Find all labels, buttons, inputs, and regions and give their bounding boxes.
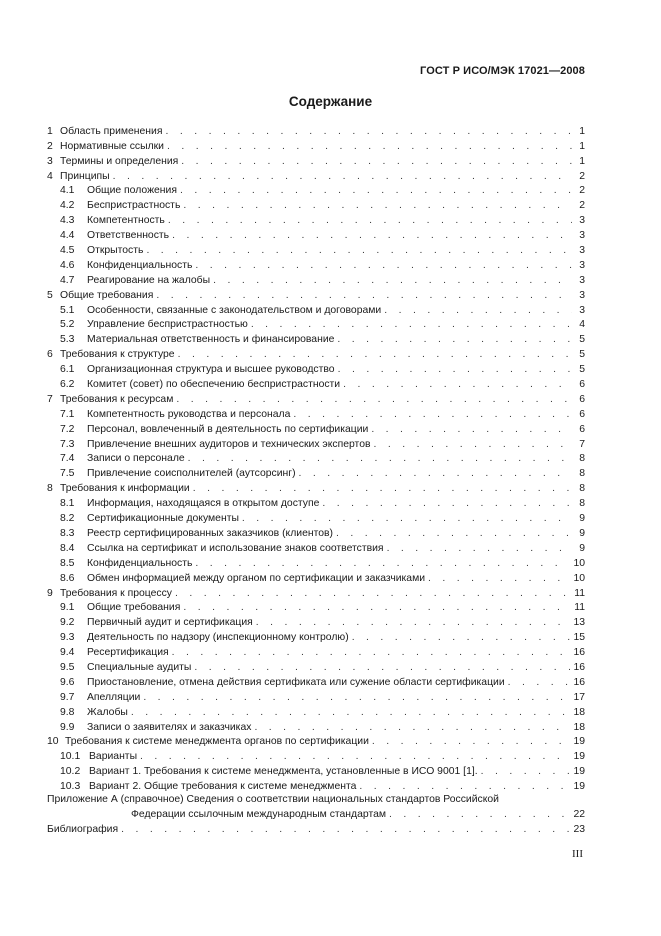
toc-entry-number: 7.5	[60, 468, 75, 480]
toc-entries	[47, 123, 585, 793]
toc-entry-number: 9.7	[60, 691, 75, 703]
leader-dots	[254, 721, 570, 734]
toc-entry-title: Конфиденциальность	[87, 557, 193, 569]
toc-entry-number: 10.1	[60, 751, 81, 763]
toc-entry-page: 3	[579, 304, 585, 316]
leader-dots	[194, 661, 570, 674]
appendix-title-line2: Федерации ссылочным международным стандартам	[131, 809, 387, 821]
toc-entry-page: 5	[579, 334, 585, 346]
toc-entry-number: 9.1	[60, 602, 75, 614]
toc-entry-number: 7.4	[60, 453, 75, 465]
toc-entry-number: 4.1	[60, 185, 75, 197]
toc-entry-number: 9.4	[60, 647, 75, 659]
toc-entry-title: Апелляции	[87, 691, 141, 703]
toc-entry-page: 18	[573, 706, 585, 718]
toc-entry-number: 9.3	[60, 632, 75, 644]
toc-entry-page: 16	[573, 676, 585, 688]
toc-entry-number: 9.2	[60, 617, 75, 629]
toc-entry-page: 13	[573, 617, 585, 629]
leader-dots	[113, 170, 572, 183]
toc-entry-title: Ссылка на сертификат и использование знаков соответствия	[87, 542, 384, 554]
leader-dots	[181, 155, 572, 168]
toc-entry[interactable]	[47, 555, 585, 570]
toc-entry-page: 1	[579, 140, 585, 152]
leader-dots	[172, 646, 571, 659]
toc-entry-title: Приостановление, отмена действия сертификата или сужение области сертификации	[87, 676, 505, 688]
toc-entry[interactable]	[47, 480, 585, 495]
leader-dots	[176, 393, 572, 406]
toc-entry-number: 7.2	[60, 423, 75, 435]
toc-entry[interactable]	[47, 585, 585, 600]
toc-entry-page: 3	[579, 245, 585, 257]
toc-entry-number: 3	[47, 155, 53, 167]
toc-entry[interactable]	[47, 331, 585, 346]
leader-dots	[180, 184, 572, 197]
toc-entry-title: Специальные аудиты	[87, 661, 192, 673]
toc-entry[interactable]	[47, 168, 585, 183]
leader-dots	[172, 229, 572, 242]
toc-entry[interactable]	[47, 629, 585, 644]
toc-entry-title: Вариант 2. Общие требования к системе менеджмента	[89, 781, 357, 793]
leader-dots	[322, 497, 572, 510]
leader-dots	[156, 289, 572, 302]
toc-entry[interactable]	[47, 317, 585, 332]
toc-entry[interactable]	[47, 600, 585, 615]
toc-entry-page: 8	[579, 498, 585, 510]
leader-dots	[193, 482, 572, 495]
toc-entry-title: Ответственность	[87, 230, 170, 242]
toc-entry-page: 3	[579, 289, 585, 301]
toc-entry-number: 5.1	[60, 304, 75, 316]
toc-appendix-entry[interactable]	[47, 793, 585, 821]
toc-entry-page: 3	[579, 274, 585, 286]
leader-dots	[140, 750, 570, 763]
toc-entry-title: Компетентность руководства и персонала	[87, 408, 291, 420]
toc-entry-page: 16	[573, 647, 585, 659]
toc-entry-page: 6	[579, 408, 585, 420]
toc-entry-number: 4.7	[60, 274, 75, 286]
toc-entry[interactable]	[47, 257, 585, 272]
page-number: III	[572, 848, 583, 860]
toc-entry-number: 8.6	[60, 572, 75, 584]
toc-entry-title: Требования к процессу	[60, 587, 172, 599]
toc-entry-page: 3	[579, 215, 585, 227]
leader-dots	[337, 333, 572, 346]
leader-dots	[299, 467, 572, 480]
toc-entry-title: Организационная структура и высшее руководство	[87, 364, 335, 376]
leader-dots	[178, 348, 572, 361]
appendix-title-line1: Приложение А (справочное) Сведения о соответствии национальных стандартов Российской	[47, 794, 499, 806]
toc-entry-title: Ресертификация	[87, 647, 169, 659]
toc-entry-page: 18	[573, 721, 585, 733]
toc-entry[interactable]	[47, 525, 585, 540]
toc-entry-page: 8	[579, 483, 585, 495]
toc-entry-page: 19	[573, 781, 585, 793]
toc-entry-page: 17	[573, 691, 585, 703]
toc-entry-page: 19	[573, 766, 585, 778]
leader-dots	[165, 125, 572, 138]
leader-dots	[481, 765, 571, 778]
toc-entry[interactable]	[47, 763, 585, 778]
toc-entry-number: 9.6	[60, 676, 75, 688]
toc-entry-title: Требования к системе менеджмента органов по сертификации	[65, 736, 369, 748]
toc-entry[interactable]	[47, 719, 585, 734]
toc-entry-title: Жалобы	[87, 706, 128, 718]
leader-dots	[343, 378, 572, 391]
toc-entry[interactable]	[47, 659, 585, 674]
toc-entry-number: 8	[47, 483, 53, 495]
leader-dots	[168, 214, 572, 227]
leader-dots	[372, 735, 571, 748]
toc-entry-page: 8	[579, 453, 585, 465]
toc-entry-number: 4.2	[60, 200, 75, 212]
leader-dots	[387, 542, 572, 555]
toc-entry-title: Деятельность по надзору (инспекционному контролю)	[87, 632, 349, 644]
toc-entry-number: 10.2	[60, 766, 81, 778]
toc-entry[interactable]	[47, 644, 585, 659]
toc-entry[interactable]	[47, 436, 585, 451]
leader-dots	[242, 512, 572, 525]
toc-entry-title: Материальная ответственность и финансирование	[87, 334, 335, 346]
toc-entry[interactable]	[47, 406, 585, 421]
toc-bibliography-entry[interactable]	[47, 821, 585, 836]
toc-entry-page: 5	[579, 349, 585, 361]
toc-entry[interactable]	[47, 242, 585, 257]
toc-entry-title: Открытость	[87, 245, 144, 257]
appendix-page: 22	[573, 809, 585, 821]
table-of-contents	[47, 123, 585, 836]
toc-entry-number: 8.1	[60, 498, 75, 510]
toc-entry-page: 6	[579, 379, 585, 391]
toc-entry-number: 9	[47, 587, 53, 599]
toc-entry-number: 9.8	[60, 706, 75, 718]
page-title: Содержание	[288, 94, 373, 109]
toc-entry-number: 6.1	[60, 364, 75, 376]
toc-entry-page: 16	[573, 661, 585, 673]
toc-entry-title: Привлечение соисполнителей (аутсорсинг)	[87, 468, 296, 480]
toc-entry-title: Комитет (совет) по обеспечению беспристрастности	[87, 379, 341, 391]
toc-entry-number: 2	[47, 140, 53, 152]
appendix-title-line2-row	[47, 807, 585, 821]
toc-entry[interactable]	[47, 183, 585, 198]
toc-entry-title: Требования к ресурсам	[60, 393, 174, 405]
toc-entry-title: Общие требования	[87, 602, 181, 614]
toc-entry[interactable]	[47, 689, 585, 704]
leader-dots	[428, 572, 570, 585]
toc-entry-number: 7.3	[60, 438, 75, 450]
toc-entry-number: 4.5	[60, 245, 75, 257]
toc-entry-title: Беспристрастность	[87, 200, 181, 212]
leader-dots	[188, 452, 572, 465]
toc-entry-title: Область применения	[60, 125, 163, 137]
toc-entry[interactable]	[47, 346, 585, 361]
toc-entry-page: 4	[579, 319, 585, 331]
leader-dots	[195, 557, 570, 570]
toc-entry[interactable]	[47, 153, 585, 168]
toc-entry[interactable]	[47, 138, 585, 153]
leader-dots	[352, 631, 571, 644]
toc-entry[interactable]	[47, 123, 585, 138]
toc-entry-title: Записи о персонале	[87, 453, 185, 465]
toc-entry-number: 5.2	[60, 319, 75, 331]
leader-dots	[121, 823, 570, 836]
toc-entry-title: Информация, находящаяся в открытом доступе	[87, 498, 320, 510]
toc-entry-number: 9.5	[60, 661, 75, 673]
toc-entry-page: 15	[573, 632, 585, 644]
leader-dots	[371, 423, 572, 436]
toc-entry-page: 8	[579, 468, 585, 480]
toc-entry[interactable]	[47, 227, 585, 242]
toc-entry-page: 9	[579, 542, 585, 554]
toc-entry-title: Обмен информацией между органом по сертификации и заказчиками	[87, 572, 426, 584]
toc-entry-number: 7.1	[60, 408, 75, 420]
toc-entry-page: 1	[579, 155, 585, 167]
document-header: ГОСТ Р ИСО/МЭК 17021—2008	[420, 65, 585, 77]
toc-entry-number: 7	[47, 393, 53, 405]
toc-entry-page: 6	[579, 423, 585, 435]
toc-entry-number: 4.3	[60, 215, 75, 227]
toc-entry[interactable]	[47, 376, 585, 391]
toc-entry[interactable]	[47, 495, 585, 510]
toc-entry-title: Сертификационные документы	[87, 513, 239, 525]
toc-entry-page: 3	[579, 230, 585, 242]
toc-entry-number: 1	[47, 125, 53, 137]
toc-entry-number: 8.5	[60, 557, 75, 569]
bibliography-title: Библиография	[47, 823, 119, 835]
toc-entry-page: 11	[574, 602, 585, 614]
toc-entry-title: Вариант 1. Требования к системе менеджмента, установленные в ИСО 9001 [1].	[89, 766, 478, 778]
toc-entry-number: 8.2	[60, 513, 75, 525]
leader-dots	[213, 274, 572, 287]
toc-entry-number: 8.4	[60, 542, 75, 554]
leader-dots	[167, 140, 572, 153]
leader-dots	[195, 259, 572, 272]
toc-entry-title: Привлечение внешних аудиторов и технических экспертов	[87, 438, 371, 450]
toc-entry[interactable]	[47, 510, 585, 525]
leader-dots	[338, 363, 572, 376]
toc-entry-number: 6	[47, 349, 53, 361]
toc-entry-number: 6.2	[60, 379, 75, 391]
toc-entry-title: Реестр сертифицированных заказчиков (клиентов)	[87, 527, 333, 539]
leader-dots	[389, 808, 570, 821]
toc-entry[interactable]	[47, 212, 585, 227]
leader-dots	[251, 318, 572, 331]
toc-entry-title: Персонал, вовлеченный в деятельность по сертификации	[87, 423, 369, 435]
toc-entry[interactable]	[47, 614, 585, 629]
toc-entry[interactable]	[47, 272, 585, 287]
toc-entry-title: Термины и определения	[60, 155, 179, 167]
toc-entry-title: Варианты	[89, 751, 138, 763]
leader-dots	[183, 601, 571, 614]
toc-entry[interactable]	[47, 302, 585, 317]
leader-dots	[256, 616, 571, 629]
toc-entry[interactable]	[47, 421, 585, 436]
toc-entry-page: 2	[579, 200, 585, 212]
toc-entry[interactable]	[47, 748, 585, 763]
toc-entry-page: 19	[573, 736, 585, 748]
toc-entry-title: Требования к структуре	[60, 349, 175, 361]
toc-entry-page: 3	[579, 259, 585, 271]
toc-entry-page: 6	[579, 393, 585, 405]
toc-entry[interactable]	[47, 734, 585, 749]
toc-entry[interactable]	[47, 465, 585, 480]
toc-entry-page: 19	[573, 751, 585, 763]
toc-entry-page: 1	[579, 125, 585, 137]
toc-entry[interactable]	[47, 361, 585, 376]
leader-dots	[359, 780, 570, 793]
toc-entry[interactable]	[47, 540, 585, 555]
toc-entry-title: Конфиденциальность	[87, 259, 193, 271]
toc-entry[interactable]	[47, 704, 585, 719]
toc-entry-page: 7	[579, 438, 585, 450]
toc-entry[interactable]	[47, 674, 585, 689]
toc-entry-number: 8.3	[60, 527, 75, 539]
toc-entry-title: Реагирование на жалобы	[87, 274, 211, 286]
toc-entry-page: 10	[573, 557, 585, 569]
toc-entry-number: 4.4	[60, 230, 75, 242]
toc-entry-page: 10	[573, 572, 585, 584]
toc-entry-title: Особенности, связанные с законодательством и договорами	[87, 304, 382, 316]
toc-entry-title: Нормативные ссылки	[60, 140, 164, 152]
leader-dots	[175, 587, 571, 600]
leader-dots	[336, 527, 572, 540]
toc-entry-number: 5.3	[60, 334, 75, 346]
leader-dots	[183, 199, 572, 212]
toc-entry-page: 5	[579, 364, 585, 376]
toc-entry[interactable]	[47, 287, 585, 302]
toc-entry[interactable]	[47, 451, 585, 466]
toc-entry[interactable]	[47, 197, 585, 212]
toc-entry-page: 2	[579, 170, 585, 182]
toc-entry-number: 5	[47, 289, 53, 301]
toc-entry-title: Принципы	[60, 170, 110, 182]
leader-dots	[131, 706, 571, 719]
leader-dots	[374, 438, 573, 451]
leader-dots	[384, 304, 572, 317]
toc-entry-page: 11	[574, 587, 585, 599]
bibliography-page: 23	[573, 823, 585, 835]
toc-entry-page: 9	[579, 513, 585, 525]
toc-entry-title: Компетентность	[87, 215, 165, 227]
toc-entry-page: 9	[579, 527, 585, 539]
toc-entry-number: 9.9	[60, 721, 75, 733]
leader-dots	[508, 676, 571, 689]
toc-entry[interactable]	[47, 391, 585, 406]
leader-dots	[143, 691, 570, 704]
toc-entry[interactable]	[47, 570, 585, 585]
leader-dots	[293, 408, 572, 421]
toc-entry[interactable]	[47, 778, 585, 793]
toc-entry-number: 4.6	[60, 259, 75, 271]
toc-entry-number: 4	[47, 170, 53, 182]
leader-dots	[146, 244, 572, 257]
toc-entry-number: 10	[47, 736, 59, 748]
toc-entry-title: Общие требования	[60, 289, 154, 301]
toc-entry-title: Первичный аудит и сертификация	[87, 617, 253, 629]
toc-entry-title: Записи о заявителях и заказчиках	[87, 721, 252, 733]
toc-entry-number: 10.3	[60, 781, 81, 793]
toc-entry-title: Управление беспристрастностью	[87, 319, 248, 331]
toc-entry-page: 2	[579, 185, 585, 197]
toc-entry-title: Требования к информации	[60, 483, 190, 495]
toc-entry-title: Общие положения	[87, 185, 177, 197]
